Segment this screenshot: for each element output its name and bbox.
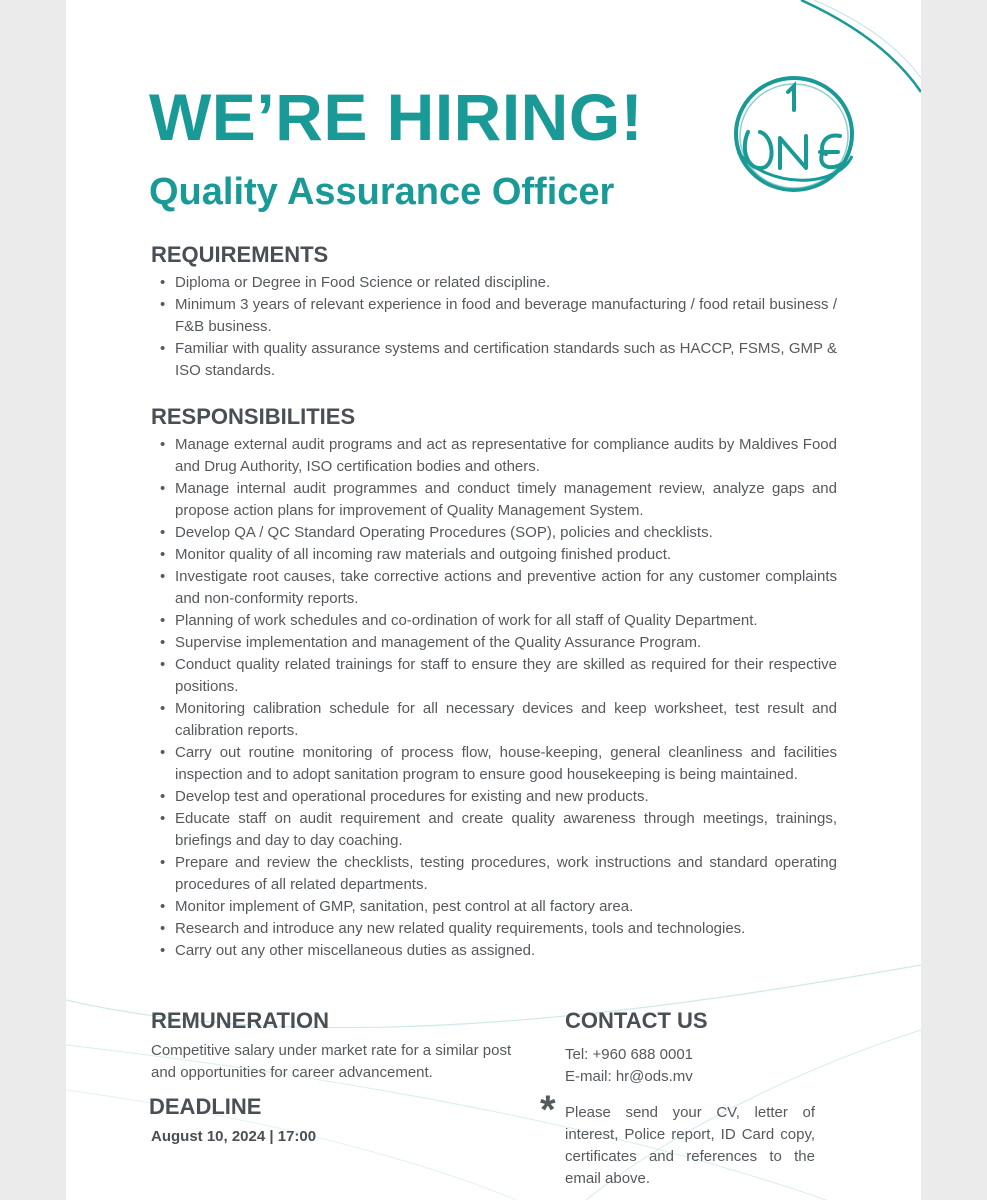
- responsibilities-item: • Monitor implement of GMP, sanitation, pest control at all factory area.: [151, 896, 837, 918]
- requirements-section: [151, 242, 837, 382]
- requirements-item: • Familiar with quality assurance systems and certification standards such as HACCP, FSMS, GMP & ISO standards.: [151, 338, 837, 382]
- responsibilities-item: • Educate staff on audit requirement and create quality awareness through meetings, trainings, briefings and day to day coaching.: [151, 808, 837, 852]
- responsibilities-list: [151, 434, 837, 962]
- contact-email: E-mail: hr@ods.mv: [565, 1068, 693, 1086]
- responsibilities-item: • Investigate root causes, take corrective actions and preventive action for any customer complaints and non-conformity reports.: [151, 566, 837, 610]
- responsibilities-item: • Manage internal audit programmes and conduct timely management review, analyze gaps and propose action plans for improvement of Quality Management System.: [151, 478, 837, 522]
- application-note: Please send your CV, letter of interest, Police report, ID Card copy, certificates and references to the email above.: [565, 1104, 815, 1187]
- requirements-item: • Minimum 3 years of relevant experience in food and beverage manufacturing / food retail business / F&B business.: [151, 294, 837, 338]
- responsibilities-heading: RESPONSIBILITIES: [151, 404, 356, 429]
- responsibilities-item: • Monitor quality of all incoming raw materials and outgoing finished product.: [151, 544, 837, 566]
- requirements-list: [151, 272, 837, 382]
- contact-heading: CONTACT US: [565, 1008, 708, 1033]
- responsibilities-section: [151, 404, 837, 962]
- deadline-section: [149, 1094, 316, 1145]
- remuneration-section: [151, 1008, 521, 1084]
- responsibilities-item: • Monitoring calibration schedule for all necessary devices and keep worksheet, test result and calibration reports.: [151, 698, 837, 742]
- responsibilities-item: • Planning of work schedules and co-ordination of work for all staff of Quality Department.: [151, 610, 837, 632]
- requirements-item: • Diploma or Degree in Food Science or related discipline.: [151, 272, 837, 294]
- responsibilities-item: • Conduct quality related trainings for staff to ensure they are skilled as required for their respective positions.: [151, 654, 837, 698]
- requirements-heading: REQUIREMENTS: [151, 242, 329, 267]
- responsibilities-item: • Prepare and review the checklists, testing procedures, work instructions and standard operating procedures of all related departments.: [151, 852, 837, 896]
- responsibilities-item: • Carry out routine monitoring of process flow, house-keeping, general cleanliness and facilities inspection and to adopt sanitation program to ensure good housekeeping is being maintained.: [151, 742, 837, 786]
- responsibilities-item: • Develop QA / QC Standard Operating Procedures (SOP), policies and checklists.: [151, 522, 837, 544]
- deadline-heading: DEADLINE: [149, 1094, 262, 1119]
- remuneration-heading: REMUNERATION: [151, 1008, 330, 1033]
- responsibilities-item: • Supervise implementation and management of the Quality Assurance Program.: [151, 632, 837, 654]
- responsibilities-item: • Manage external audit programs and act as representative for compliance audits by Maldives Food and Drug Authority, ISO certification bodies and others.: [151, 434, 837, 478]
- responsibilities-item: • Carry out any other miscellaneous duties as assigned.: [151, 940, 837, 962]
- deadline-value: August 10, 2024 | 17:00: [151, 1128, 317, 1145]
- job-title: Quality Assurance Officer: [149, 171, 615, 213]
- contact-section: [565, 1008, 825, 1088]
- remuneration-text: Competitive salary under market rate for a similar post and opportunities for career advancement.: [151, 1042, 512, 1082]
- asterisk-icon: *: [540, 1088, 556, 1132]
- responsibilities-item: • Research and introduce any new related quality requirements, tools and technologies.: [151, 918, 837, 940]
- responsibilities-item: • Develop test and operational procedures for existing and new products.: [151, 786, 837, 808]
- contact-phone: Tel: +960 688 0001: [565, 1046, 694, 1064]
- headline: WE’RE HIRING!: [149, 80, 644, 154]
- company-logo: [728, 70, 860, 200]
- job-poster: [66, 0, 921, 1200]
